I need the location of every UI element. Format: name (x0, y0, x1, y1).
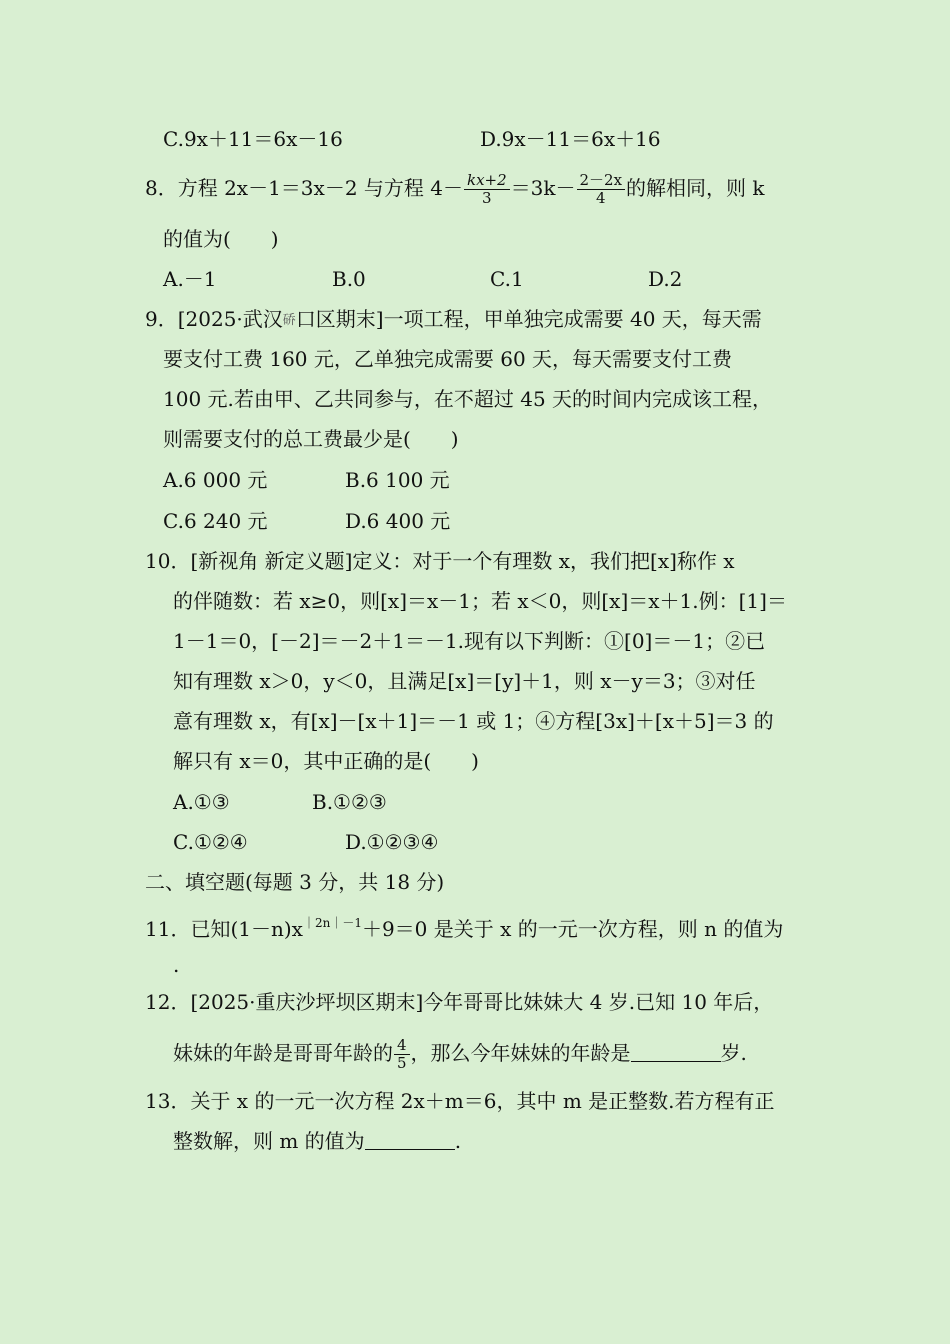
q9-line-1-a: 9．[2025·武汉 (145, 307, 283, 331)
q9-line-3: 100 元.若由甲、乙共同参与，在不超过 45 天的时间内完成该工程， (163, 387, 773, 411)
q10-line-6: 解只有 x＝0，其中正确的是( ) (173, 749, 479, 773)
q12-frac-num: 4 (394, 1037, 410, 1055)
q8-frac2-num: 2－2x (577, 172, 626, 190)
q13-line-2-b: . (454, 1129, 462, 1153)
q10-line-4: 知有理数 x＞0，y＜0，且满足[x]＝[y]＋1，则 x－y＝3；③对任 (173, 669, 756, 693)
q8-option-c: C.1 (490, 267, 524, 291)
q9-option-a: A.6 000 元 (163, 468, 268, 492)
q12-line-1: 12．[2025·重庆沙坪坝区期末]今年哥哥比妹妹大 4 岁.已知 10 年后， (145, 990, 774, 1014)
q8-option-a: A.－1 (163, 267, 217, 291)
q12-line-2-c: 岁. (720, 1041, 747, 1065)
q9-line-2: 要支付工费 160 元，乙单独完成需要 60 天，每天需要支付工费 (163, 347, 733, 371)
q9-option-d: D.6 400 元 (345, 509, 451, 533)
q8-stem-c: 的解相同，则 k (626, 176, 765, 200)
q12-frac-den: 5 (397, 1054, 407, 1072)
q13-line-2-a: 整数解，则 m 的值为 (173, 1129, 365, 1153)
q10-line-3: 1－1＝0，[－2]＝－2＋1＝－1.现有以下判断：①[0]＝－1；②已 (173, 629, 766, 653)
q9-line-1-b: 口区期末]一项工程，甲单独完成需要 40 天，每天需 (295, 307, 762, 331)
q9-line-4: 则需要支付的总工费最少是( ) (163, 427, 459, 451)
q10-line-2: 的伴随数：若 x≥0，则[x]＝x－1；若 x＜0，则[x]＝x＋1.例：[1]＝ (173, 589, 787, 613)
q10-option-b: B.①②③ (312, 790, 387, 814)
q11-stem-a: 11．已知(1－n)x (145, 917, 303, 941)
q10-option-c: C.①②④ (173, 830, 248, 854)
q9-glyph: 硚 (282, 313, 296, 328)
q10-line-1: 10．[新视角 新定义题]定义：对于一个有理数 x，我们把[x]称作 x (145, 549, 735, 573)
q8-stem-a: 8．方程 2x－1＝3x－2 与方程 4－ (145, 176, 463, 200)
q11-end: . (173, 953, 180, 977)
q8-fraction-1 (464, 172, 510, 207)
q10-option-d: D.①②③④ (345, 830, 439, 854)
q9-line-1 (145, 305, 762, 335)
q9-option-c: C.6 240 元 (163, 509, 268, 533)
q11-stem-b: ＋9＝0 是关于 x 的一元一次方程，则 n 的值为 (361, 917, 784, 941)
q13-answer-blank[interactable] (365, 1131, 455, 1150)
q9-option-b: B.6 100 元 (345, 468, 450, 492)
q10-option-a: A.①③ (173, 790, 230, 814)
q8-stem-b: ＝3k－ (510, 176, 576, 200)
q12-fraction (394, 1037, 410, 1072)
q8-fraction-2 (577, 172, 626, 207)
q11-line-1 (145, 909, 783, 943)
q8-option-d: D.2 (648, 267, 683, 291)
q8-stem-continued: 的值为( ) (163, 227, 279, 251)
q8-stem (145, 172, 765, 207)
section-heading: 二、填空题(每题 3 分，共 18 分) (145, 870, 445, 894)
q11-exponent: ｜2n｜－1 (302, 916, 362, 930)
q12-line-2-b: ，那么今年妹妹的年龄是 (410, 1041, 631, 1065)
q8-frac1-den: 3 (482, 189, 492, 207)
q7-option-d: D.9x－11＝6x＋16 (480, 127, 661, 151)
q8-option-b: B.0 (332, 267, 366, 291)
q12-answer-blank[interactable] (631, 1043, 721, 1062)
q8-frac2-den: 4 (596, 189, 606, 207)
q13-line-2 (173, 1127, 461, 1155)
q10-line-5: 意有理数 x，有[x]－[x＋1]＝－1 或 1；④方程[3x]＋[x＋5]＝3 的 (173, 709, 774, 733)
q8-frac1-num: kx+2 (464, 172, 510, 190)
q12-line-2 (173, 1037, 747, 1072)
q7-option-c: C.9x＋11＝6x－16 (163, 127, 343, 151)
q12-line-2-a: 妹妹的年龄是哥哥年龄的 (173, 1041, 393, 1065)
q13-line-1: 13．关于 x 的一元一次方程 2x＋m＝6，其中 m 是正整数.若方程有正 (145, 1089, 775, 1113)
